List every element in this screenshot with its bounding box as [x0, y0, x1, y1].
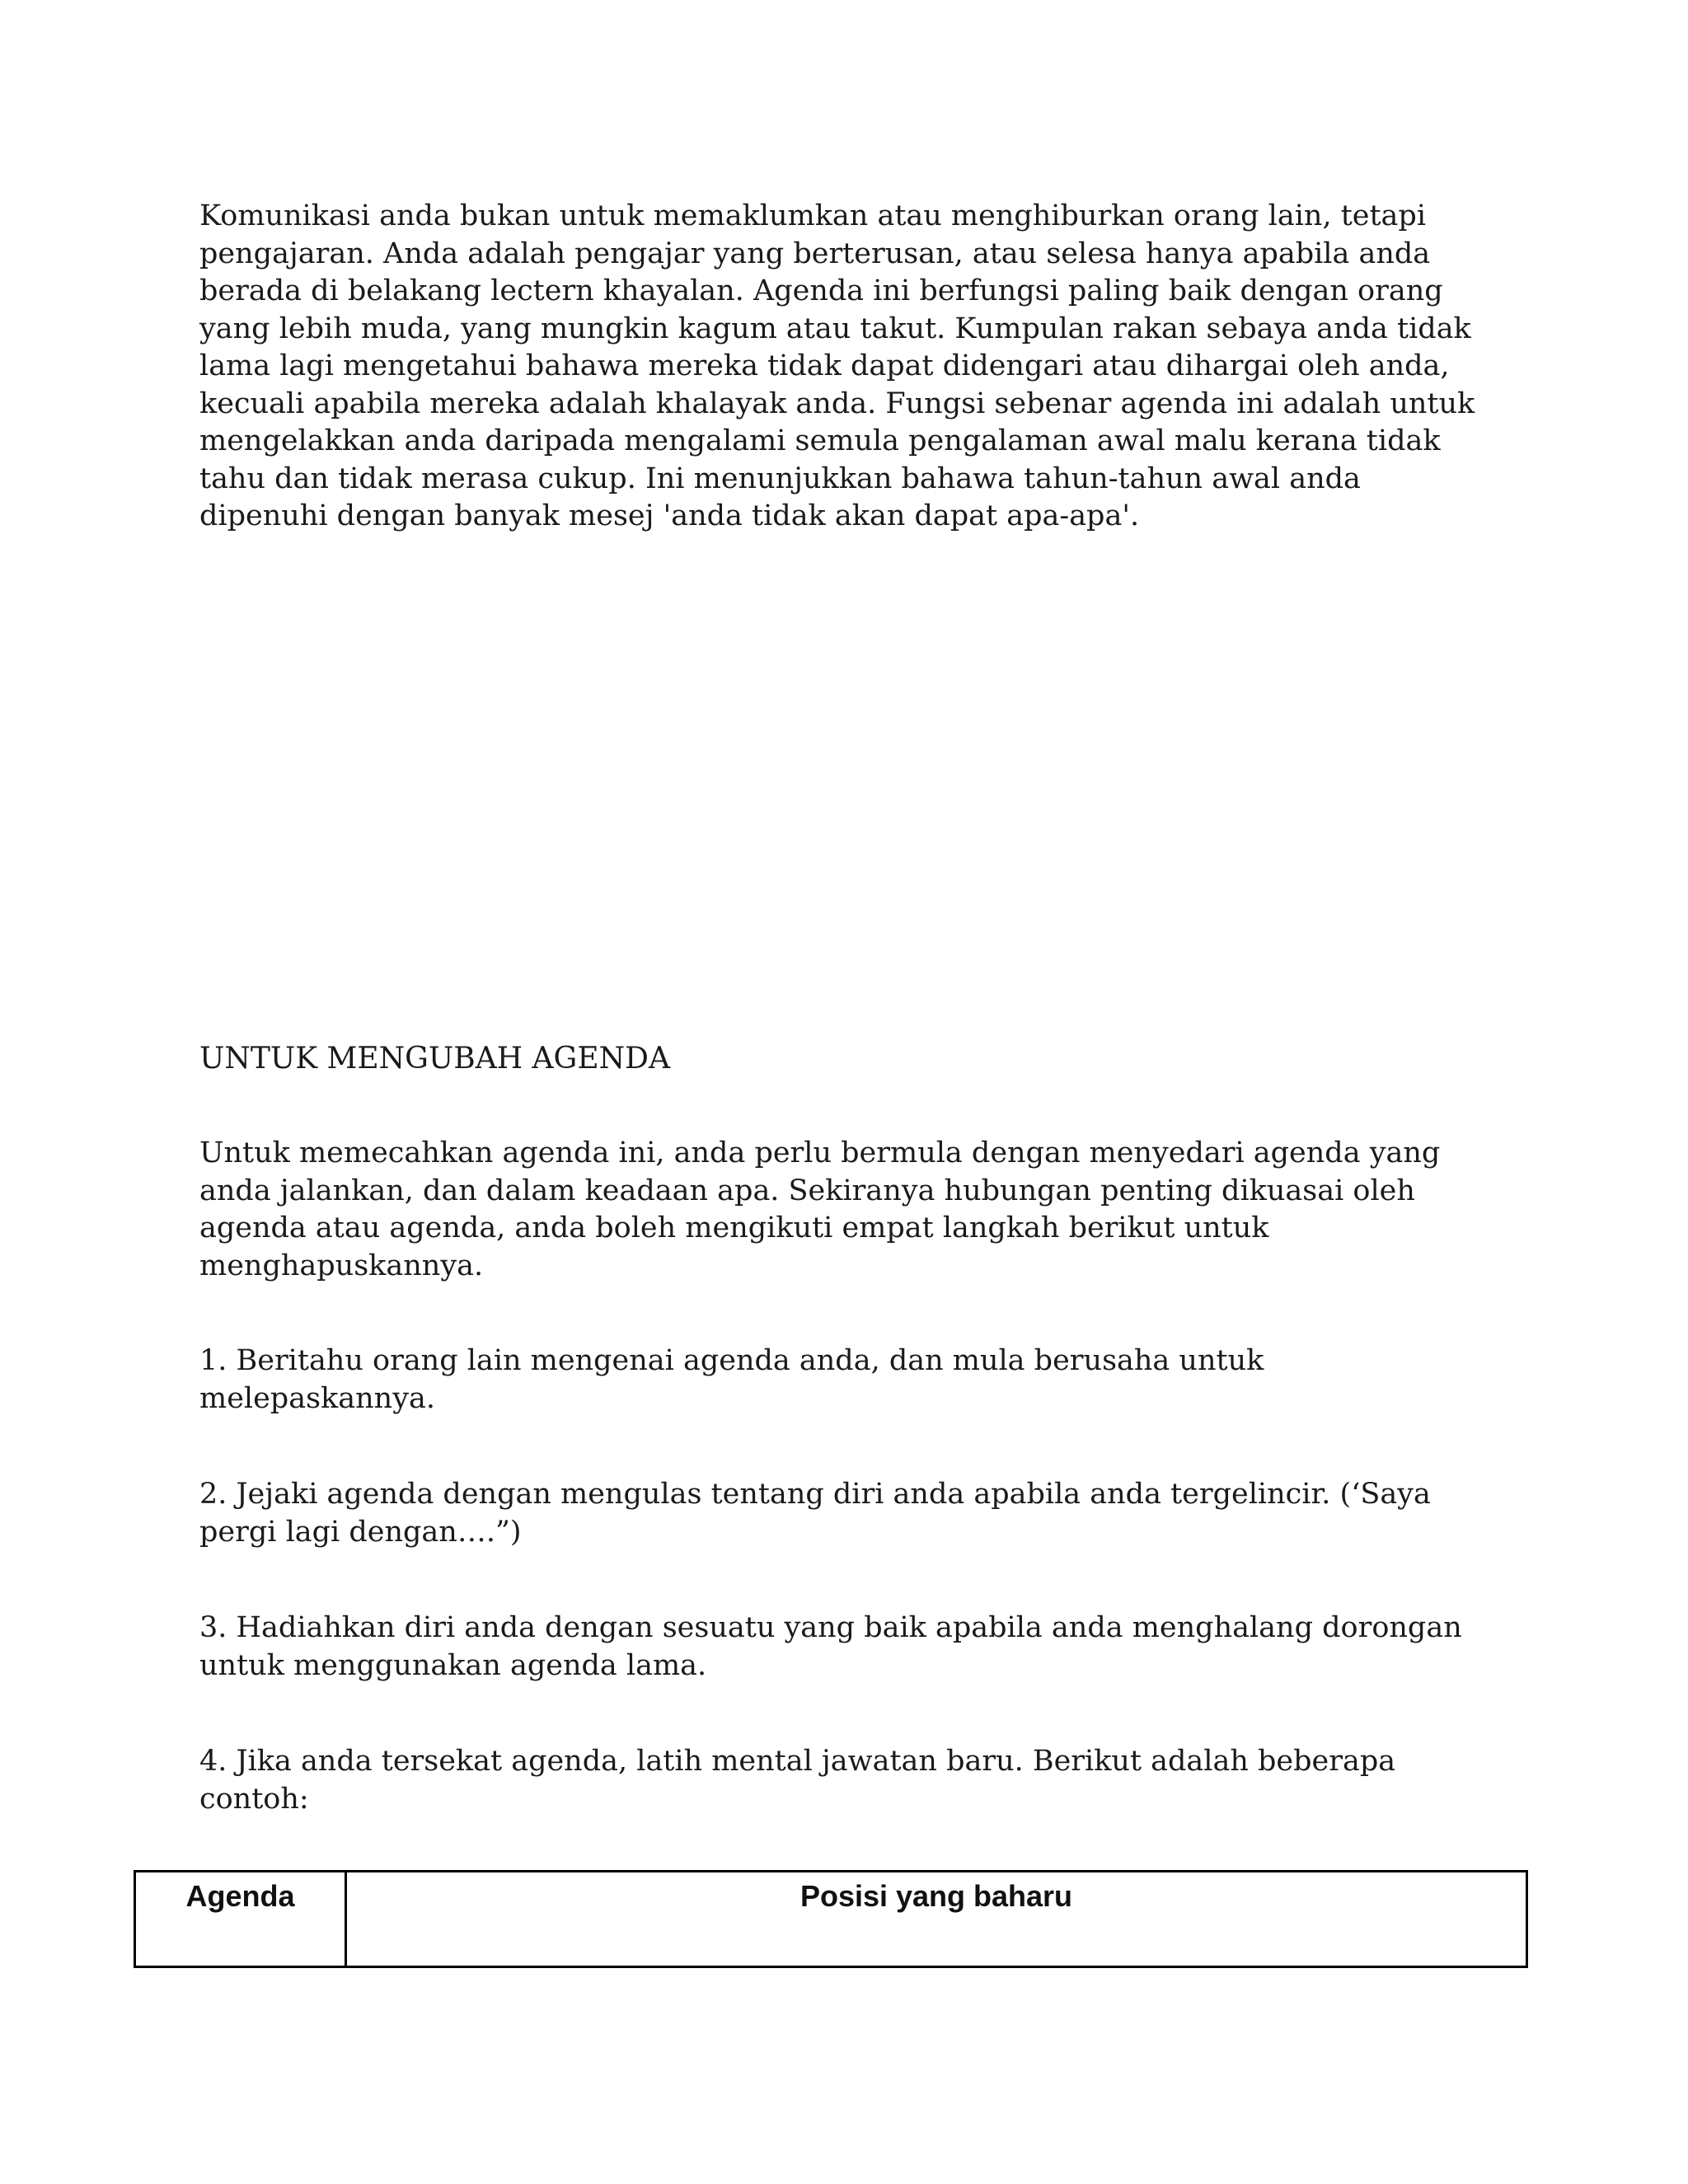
- agenda-table: [134, 1870, 1528, 1968]
- table-header-new-position: Posisi yang baharu: [799, 1879, 1073, 1913]
- section-heading: UNTUK MENGUBAH AGENDA: [199, 1042, 670, 1076]
- intro-paragraph: Komunikasi anda bukan untuk memaklumkan atau menghiburkan orang lain, tetapi pengajaran. Anda adalah pengajar yang berterusan, atau selesa hanya apabila anda berada di belakang lectern khayalan. Agenda ini berfungsi paling baik dengan orang yang lebih muda, yang mungkin kagum atau takut. Kumpulan rakan sebaya anda tidak lama lagi mengetahui bahawa mereka tidak dapat didengari atau dihargai oleh anda, kecuali apabila mereka adalah khalayak anda. Fungsi sebenar agenda ini adalah untuk mengelakkan anda daripada mengalami semula pengalaman awal malu kerana tidak tahu dan tidak merasa cukup. Ini menunjukkan bahawa tahun-tahun awal anda dipenuhi dengan banyak mesej 'anda tidak akan dapat apa-apa'.: [199, 199, 1475, 532]
- step-1: 1. Beritahu orang lain mengenai agenda anda, dan mula berusaha untuk melepaskannya.: [199, 1344, 1264, 1415]
- step-3: 3. Hadiahkan diri anda dengan sesuatu yang baik apabila anda menghalang dorongan untuk menggunakan agenda lama.: [199, 1611, 1462, 1682]
- change-intro-paragraph: Untuk memecahkan agenda ini, anda perlu bermula dengan menyedari agenda yang anda jalankan, dan dalam keadaan apa. Sekiranya hubungan penting dikuasai oleh agenda atau agenda, anda boleh mengikuti empat langkah berikut untuk menghapuskannya.: [199, 1137, 1441, 1282]
- table-header-agenda: Agenda: [136, 1872, 347, 1966]
- step-4: 4. Jika anda tersekat agenda, latih mental jawatan baru. Berikut adalah beberapa contoh:: [199, 1745, 1396, 1816]
- step-2: 2. Jejaki agenda dengan mengulas tentang diri anda apabila anda tergelincir. (‘Saya pergi lagi dengan….”): [199, 1478, 1431, 1549]
